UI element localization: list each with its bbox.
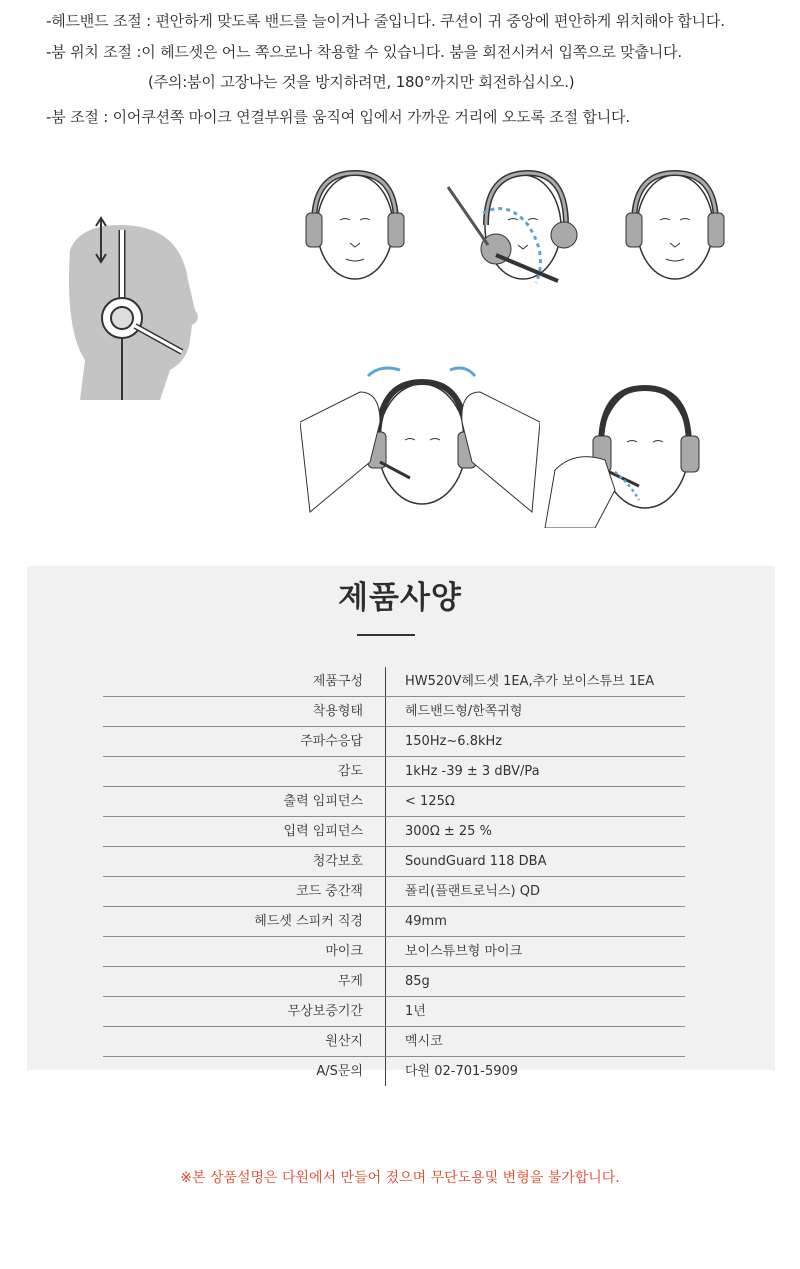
front-view-stereo-illustration (300, 165, 410, 300)
spec-value: 1kHz -39 ± 3 dBV/Pa (405, 764, 540, 779)
spec-value: 보이스튜브형 마이크 (405, 944, 523, 959)
usage-illustrations (0, 140, 800, 540)
spec-label: 헤드셋 스피커 직경 (254, 914, 363, 929)
spec-row (103, 787, 685, 817)
spec-label: 감도 (337, 764, 363, 779)
title-divider (357, 634, 415, 636)
spec-row (103, 997, 685, 1027)
spec-label: 출력 임피던스 (283, 794, 363, 809)
spec-column-divider (385, 697, 386, 726)
front-view-mono-rotating-illustration (438, 165, 588, 300)
spec-value: 85g (405, 974, 430, 989)
spec-row (103, 727, 685, 757)
spec-table (103, 667, 685, 1086)
spec-value: 멕시코 (405, 1034, 443, 1049)
spec-row (103, 667, 685, 697)
spec-label: 입력 임피던스 (283, 824, 363, 839)
spec-value: < 125Ω (405, 794, 455, 809)
spec-row (103, 1027, 685, 1057)
spec-row (103, 817, 685, 847)
spec-label: 마이크 (325, 944, 363, 959)
spec-column-divider (385, 1027, 386, 1056)
spec-value: 헤드밴드형/한쪽귀형 (405, 704, 523, 719)
spec-row (103, 937, 685, 967)
spec-value: 1년 (405, 1004, 426, 1019)
spec-value: 폴리(플랜트로닉스) QD (405, 884, 540, 899)
headband-adjust-text: -헤드밴드 조절 : 편안하게 맞도록 밴드를 늘이거나 줄입니다. 쿠션이 귀 중앙에 편안하게 위치해야 합니다. (46, 12, 725, 30)
spec-column-divider (385, 817, 386, 846)
spec-value: 49mm (405, 914, 447, 929)
spec-label: 무게 (337, 974, 363, 989)
spec-column-divider (385, 997, 386, 1026)
spec-label: 무상보증기간 (287, 1004, 363, 1019)
spec-column-divider (385, 667, 386, 696)
boom-adjust-text: -붐 조절 : 이어쿠션쪽 마이크 연결부위를 움직여 입에서 가까운 거리에 오도록 조절 합니다. (46, 108, 630, 126)
spec-column-divider (385, 757, 386, 786)
spec-row (103, 847, 685, 877)
side-profile-illustration (60, 210, 220, 420)
spec-column-divider (385, 937, 386, 966)
spec-column-divider (385, 787, 386, 816)
front-view-mono-illustration (620, 165, 730, 300)
spec-label: 코드 중간잭 (296, 884, 363, 899)
spec-row (103, 697, 685, 727)
spec-row (103, 1057, 685, 1086)
spec-label: 착용형태 (312, 704, 363, 719)
copyright-notice: ※본 상품설명은 다원에서 만들어 졌으며 무단도용및 변형을 불가합니다. (180, 1170, 620, 1186)
spec-row (103, 907, 685, 937)
spec-label: 제품구성 (312, 674, 363, 689)
spec-title: 제품사양 (338, 580, 462, 616)
spec-column-divider (385, 847, 386, 876)
spec-value: 300Ω ± 25 % (405, 824, 492, 839)
spec-row (103, 757, 685, 787)
spec-column-divider (385, 907, 386, 936)
spec-column-divider (385, 967, 386, 996)
spec-column-divider (385, 877, 386, 906)
spec-label: 원산지 (325, 1034, 363, 1049)
boom-caution-text: (주의:붐이 고장나는 것을 방지하려면, 180°까지만 회전하십시오.) (148, 73, 575, 91)
boom-position-text: -붐 위치 조절 :이 헤드셋은 어느 쪽으로나 착용할 수 있습니다. 붐을 회전시켜서 입쪽으로 맞춥니다. (46, 43, 682, 61)
spec-label: 주파수응답 (300, 734, 363, 749)
spec-value: 150Hz~6.8kHz (405, 734, 503, 749)
spec-row (103, 877, 685, 907)
spec-label: 청각보호 (312, 854, 363, 869)
spec-value: SoundGuard 118 DBA (405, 854, 547, 869)
spec-row (103, 967, 685, 997)
boom-adjusting-illustration (535, 380, 710, 528)
spec-label: A/S문의 (316, 1064, 363, 1079)
spec-value: 다원 02-701-5909 (405, 1064, 519, 1079)
spec-column-divider (385, 727, 386, 756)
spec-column-divider (385, 1057, 386, 1086)
spec-value: HW520V헤드셋 1EA,추가 보이스튜브 1EA (405, 674, 655, 689)
headband-adjusting-illustration (300, 362, 540, 530)
